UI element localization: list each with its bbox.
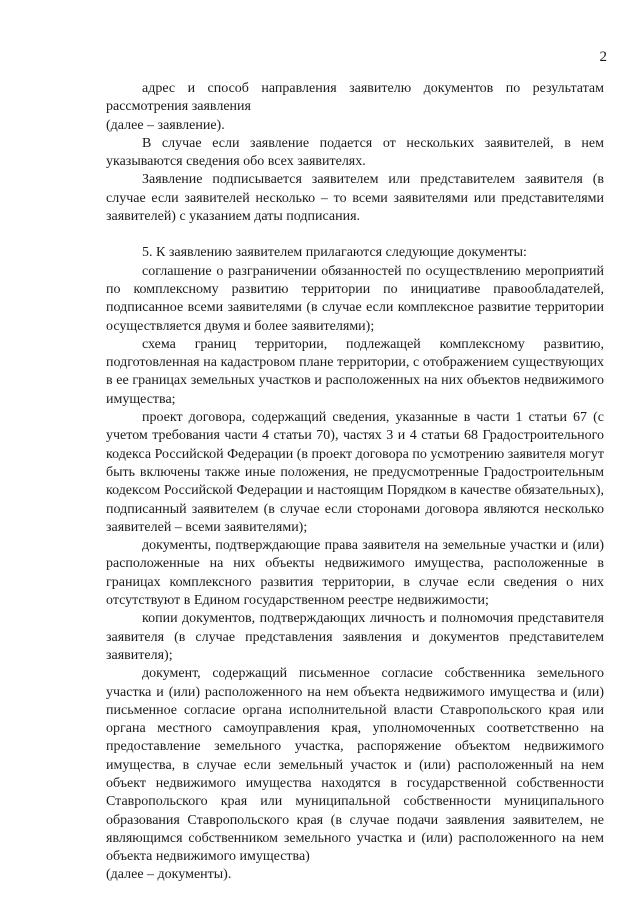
document-body xyxy=(106,80,604,885)
paragraph-rights-documents: документы, подтверждающие права заявителя на земельные участки и (или) расположенные на них объекты недвижимого имущества, расположенные в границах комплексного развития территории, в случае если сведения о них отсутствуют в Едином государственном реестре недвижимости; xyxy=(106,538,604,609)
paragraph-hereinafter-application: (далее – заявление). xyxy=(106,117,225,133)
paragraph-hereinafter-documents: (далее – документы). xyxy=(106,867,232,883)
paragraph-draft-contract: проект договора, содержащий сведения, указанные в части 1 статьи 67 (с учетом требования части 4 статьи 70), частях 3 и 4 статьи 68 Градостроительного кодекса Российской Федерации (в проект договора по усмотрению заявителя могут быть включены также иные положения, не предусмотренные Градостроительным кодексом Российской Федерации и настоящим Порядком в качестве обязательных), подписанный заявителем (в случае если сторонами договора являются несколько заявителей – всеми заявителями); xyxy=(106,410,604,535)
paragraph-owner-consent: документ, содержащий письменное согласие собственника земельного участка и (или) расположенного на нем объекта недвижимого имущества и (или) письменное согласие органа исполнительной власти Ставропольского края или органа местного самоуправления края, уполномоченных соответственно на предоставление земельного участка, распоряжение объектом недвижимого имущества, в случае если земельный участок и (или) расположенный на нем объект недвижимого имущества находятся в государственной собственности Ставропольского края или муниципальной собственности муниципального образования Ставропольского края (в случае подачи заявления заявителем, не являющимся собственником земельного участка и (или) расположенного на нем объекта недвижимого имущества) xyxy=(106,666,604,865)
paragraph-address: адрес и способ направления заявителю документов по результатам рассмотрения заявления xyxy=(106,81,604,115)
paragraph-signature: Заявление подписывается заявителем или представителем заявителя (в случае если заявителей несколько – то всеми заявителями или представителями заявителей) с указанием даты подписания. xyxy=(106,172,604,225)
paragraph-multiple-applicants: В случае если заявление подается от нескольких заявителей, в нем указываются сведения обо всех заявителях. xyxy=(106,135,604,170)
page-number: 2 xyxy=(599,49,607,65)
paragraph-identity-copies: копии документов, подтверждающих личность и полномочия представителя заявителя (в случае представления заявления и документов представителем заявителя); xyxy=(106,611,604,663)
paragraph-item-5: 5. К заявлению заявителем прилагаются следующие документы: xyxy=(142,245,527,261)
paragraph-boundary-scheme: схема границ территории, подлежащей комплексному развитию, подготовленная на кадастровом плане территории, с отображением существующих в ее границах земельных участков и расположенных на них объектов недвижимого имущества; xyxy=(106,336,604,407)
paragraph-agreement: соглашение о разграничении обязанностей по осуществлению мероприятий по комплексному развитию территории по инициативе правообладателей, подписанное всеми заявителями (в случае если комплексное развитие территории осуществляется двумя и более заявителями); xyxy=(106,263,604,334)
